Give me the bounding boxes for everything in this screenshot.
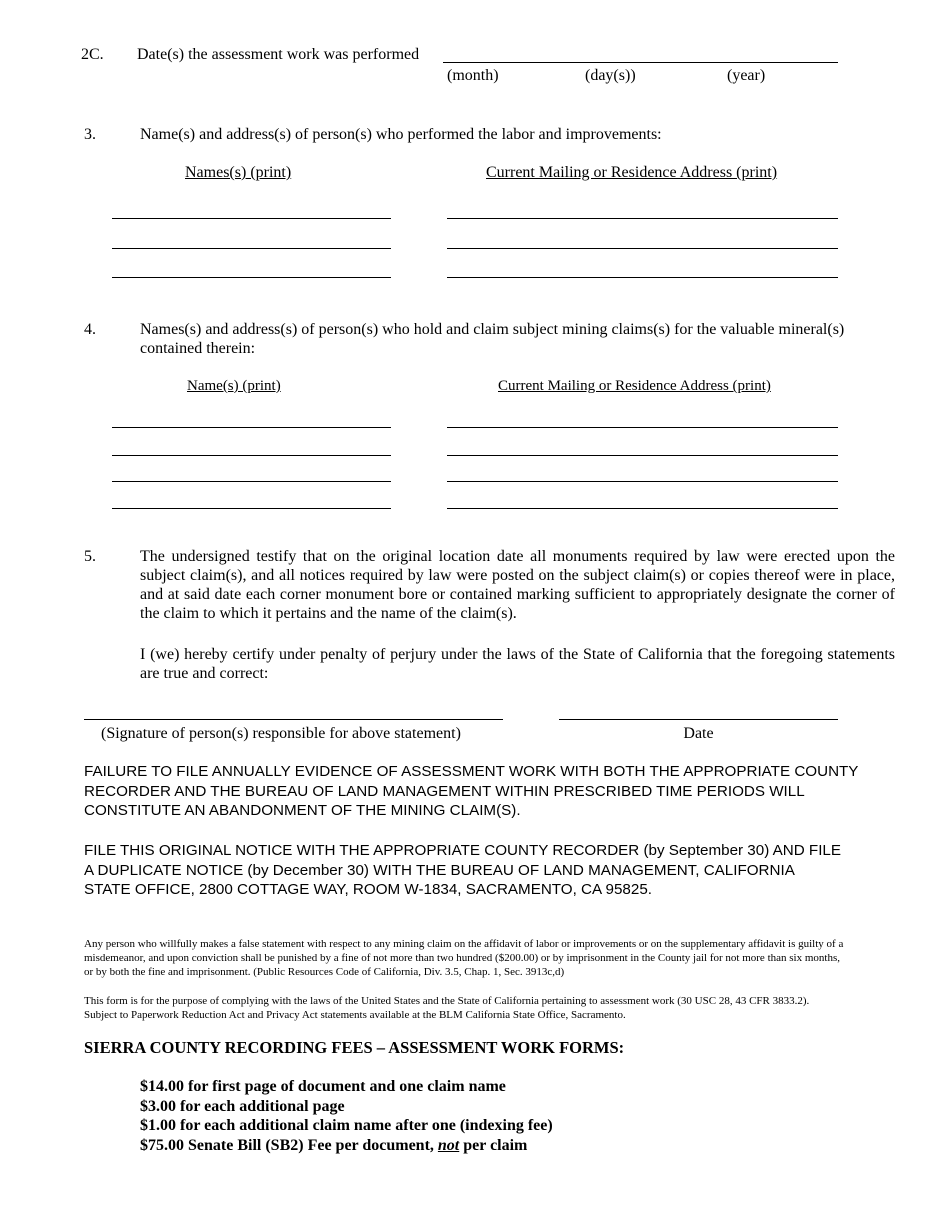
section-5-number: 5. [84,548,96,565]
section-4-address-line[interactable] [447,481,838,482]
section-3-address-line[interactable] [447,248,838,249]
failure-to-file-notice: FAILURE TO FILE ANNUALLY EVIDENCE OF ASSESSMENT WORK WITH BOTH THE APPROPRIATE COUNTY RECORDER AND THE BUREAU OF LAND MANAGEMENT WITHIN PRESCRIBED TIME PERIODS WILL CONSTITUTE AN ABANDONMENT OF THE MINING CLAIM(S). [84,763,859,819]
section-4-address-line[interactable] [447,427,838,428]
fee-line-additional-claim: $1.00 for each additional claim name after one (indexing fee) [140,1117,553,1134]
section-3-name-line[interactable] [112,248,391,249]
date-label: Date [683,725,714,742]
section-2c-number: 2C. [81,46,104,63]
section-3-names-header: Names(s) (print) [185,164,292,181]
days-sublabel: (day(s)) [585,67,636,84]
fee-line-first-page: $14.00 for first page of document and one claim name [140,1078,506,1095]
section-3-address-header: Current Mailing or Residence Address (print) [486,164,778,181]
fee-line-additional-page: $3.00 for each additional page [140,1098,345,1115]
section-3-number: 3. [84,126,96,143]
section-5-paragraph-1: The undersigned testify that on the original location date all monuments required by law were erected upon the subject claim(s), and all notices required by law were posted on the subject claim(s) or copies thereof were in place, and at said date each corner monument bore or contained marking sufficient to appropriately designate the corner of the claim to which it pertains and the name of the claim(s). [140,548,895,622]
section-4-name-line[interactable] [112,481,391,482]
recording-fees-heading: SIERRA COUNTY RECORDING FEES – ASSESSMENT WORK FORMS: [84,1038,625,1057]
section-4-number: 4. [84,321,96,338]
section-2c-label: Date(s) the assessment work was performed [137,46,420,63]
section-3-address-line[interactable] [447,277,838,278]
section-3-name-line[interactable] [112,218,391,219]
file-original-notice: FILE THIS ORIGINAL NOTICE WITH THE APPROPRIATE COUNTY RECORDER (by September 30) AND FILE A DUPLICATE NOTICE (by December 30) WITH THE BUREAU OF LAND MANAGEMENT, CALIFORNIA STATE OFFICE, 2800 COTTAGE WAY, ROOM W-1834, SACRAMENTO, CA 95825. [84,842,841,898]
section-4-name-line[interactable] [112,508,391,509]
month-sublabel: (month) [447,67,499,84]
section-3-address-line[interactable] [447,218,838,219]
paperwork-reduction-fine-print: This form is for the purpose of complying with the laws of the United States and the State of California pertaining to assessment work (30 USC 28, 43 CFR 3833.2). Subject to Paperwork Reduction Act and Privacy Act statements available at the BLM California State Office, Sacramento. [84,995,810,1021]
date-performed-line[interactable] [443,62,838,63]
section-4-text: Names(s) and address(s) of person(s) who hold and claim subject mining claims(s) for the valuable mineral(s) contained therein: [140,321,845,357]
section-4-address-line[interactable] [447,508,838,509]
false-statement-fine-print: Any person who willfully makes a false statement with respect to any mining claim on the affidavit of labor or improvements or on the supplementary affidavit is guilty of a misdemeanor, and upon conviction shall be punished by a fine of not more than two hundred ($200.00) or by imprisonment in the County jail for not more than six months, or by both the fine and imprisonment. (Public Resources Code of California, Div. 3.5, Chap. 1, Sec. 3913c,d) [84,938,844,978]
section-4-address-header: Current Mailing or Residence Address (print) [498,378,771,394]
section-4-names-header: Name(s) (print) [187,378,281,394]
fee-line-sb2-post: per claim [459,1137,528,1154]
year-sublabel: (year) [727,67,766,84]
section-5-paragraph-2: I (we) hereby certify under penalty of perjury under the laws of the State of California that the foregoing statements are true and correct: [140,646,895,682]
fee-line-sb2-emphasis: not [437,1137,460,1154]
section-4-name-line[interactable] [112,455,391,456]
section-3-name-line[interactable] [112,277,391,278]
fee-line-sb2-pre: $75.00 Senate Bill (SB2) Fee per document, [140,1137,438,1154]
date-line[interactable] [559,719,838,720]
section-4-name-line[interactable] [112,427,391,428]
section-3-text: Name(s) and address(s) of person(s) who performed the labor and improvements: [140,126,662,143]
signature-line[interactable] [84,719,503,720]
section-4-address-line[interactable] [447,455,838,456]
fee-line-sb2 [140,1136,527,1156]
signature-label: (Signature of person(s) responsible for above statement) [101,725,461,742]
